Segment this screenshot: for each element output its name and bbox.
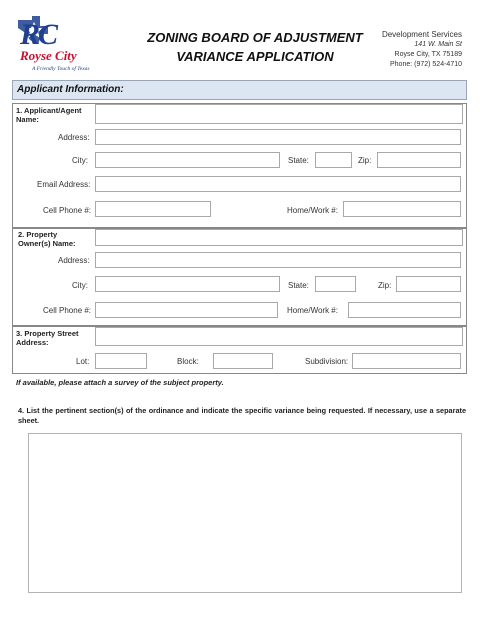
property-address-field[interactable] [95, 327, 463, 346]
owner-address-label: Address: [58, 256, 90, 265]
applicant-city-field[interactable] [95, 152, 280, 168]
office-address [382, 30, 462, 70]
logo-city-name: Royse City [20, 48, 77, 63]
applicant-zip-field[interactable] [377, 152, 461, 168]
applicant-info-header [12, 80, 467, 100]
applicant-cell-field[interactable] [95, 201, 211, 217]
city-address: Royse City, TX 75189 [394, 51, 462, 58]
applicant-state-label: State: [288, 156, 309, 165]
owner-city-label: City: [72, 281, 88, 290]
applicant-email-field[interactable] [95, 176, 461, 192]
section4-instructions: 4. List the pertinent section(s) of the ordinance and indicate the specific variance being requested. If necessary, use a separate sheet. [18, 406, 466, 425]
applicant-cell-label: Cell Phone #: [43, 206, 92, 215]
block-field[interactable] [213, 353, 273, 369]
owner-city-field[interactable] [95, 276, 280, 292]
variance-description-textarea[interactable] [28, 433, 462, 593]
section2-title: 2. Property Owner(s) Name: [18, 230, 76, 248]
subdivision-label: Subdivision: [305, 357, 349, 366]
section3-title: 3. Property Street Address: [16, 329, 79, 347]
owner-home-label: Home/Work #: [287, 306, 338, 315]
applicant-state-field[interactable] [315, 152, 352, 168]
applicant-address-label: Address: [58, 133, 90, 142]
applicant-name-field[interactable] [95, 104, 463, 124]
lot-field[interactable] [95, 353, 147, 369]
office-phone: Phone: (972) 524-4710 [390, 61, 462, 68]
applicant-address-field[interactable] [95, 129, 461, 145]
owner-cell-label: Cell Phone #: [43, 306, 92, 315]
form-title-line1: ZONING BOARD OF ADJUSTMENT [147, 30, 363, 45]
owner-home-field[interactable] [348, 302, 461, 318]
block-label: Block: [177, 357, 199, 366]
applicant-info-title: Applicant Information: [17, 84, 124, 95]
owner-zip-label: Zip: [378, 281, 392, 290]
applicant-home-label: Home/Work #: [287, 206, 338, 215]
lot-label: Lot: [76, 357, 90, 366]
owner-state-field[interactable] [315, 276, 356, 292]
subdivision-field[interactable] [352, 353, 461, 369]
owner-state-label: State: [288, 281, 309, 290]
form-title-line2: VARIANCE APPLICATION [176, 49, 334, 64]
applicant-home-field[interactable] [343, 201, 461, 217]
applicant-zip-label: Zip: [358, 156, 372, 165]
street-address: 141 W. Main St [414, 41, 462, 48]
city-logo [14, 14, 110, 76]
section1-title: 1. Applicant/Agent Name: [16, 106, 82, 124]
survey-note: If available, please attach a survey of the subject property. [16, 378, 224, 387]
logo-rc: RC [20, 18, 57, 51]
form-title [110, 28, 400, 66]
applicant-email-label: Email Address: [37, 180, 91, 189]
owner-address-field[interactable] [95, 252, 461, 268]
logo-tagline: A Friendly Touch of Texas [32, 66, 90, 72]
owner-cell-field[interactable] [95, 302, 278, 318]
owner-zip-field[interactable] [396, 276, 461, 292]
applicant-city-label: City: [72, 156, 88, 165]
department-name: Development Services [381, 30, 462, 39]
owner-name-field[interactable] [95, 229, 463, 246]
